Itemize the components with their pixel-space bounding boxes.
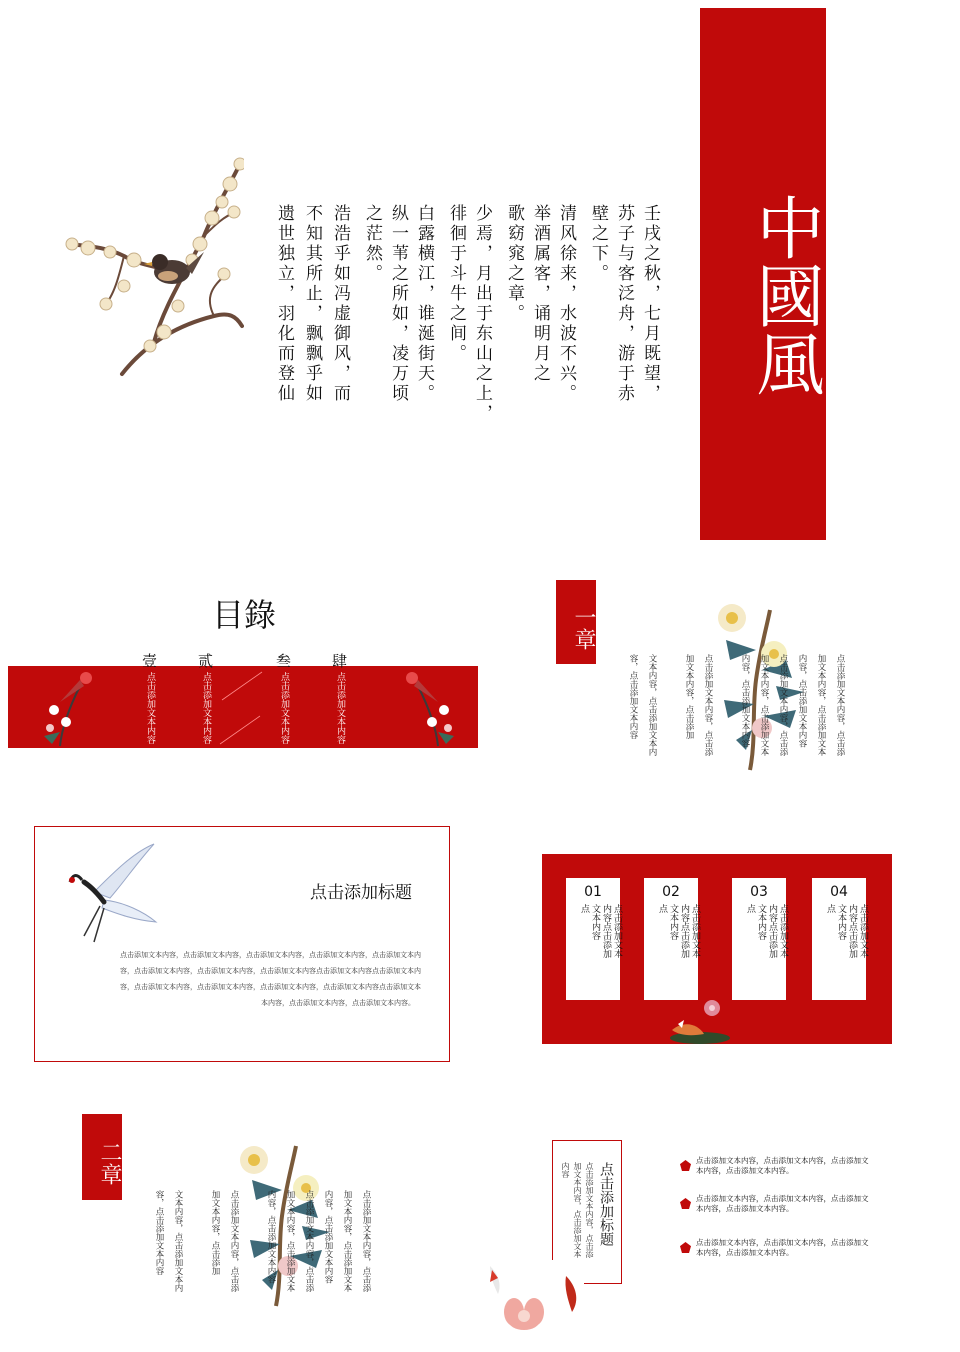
chapter-two-text: 加文本内容，点击添加文本 [342,1190,352,1292]
chapter-two-tag: 二章 [82,1114,122,1200]
bullet-text: 点击添加文本内容，点击添加文本内容，点击添加文 [696,1194,869,1203]
bullet-icon [680,1160,691,1171]
bullet-text: 本内容，点击添加文本内容。 [696,1204,794,1213]
chapter-one-tag: 一章 [556,580,596,664]
poem-line: 之茫然。 [362,204,382,284]
card-number: 01 [584,884,602,900]
slide4-title[interactable]: 点击添加标题 [310,883,412,903]
poem-line: 白露横江，谁涎街天。 [414,204,434,404]
content-card[interactable] [644,878,698,1000]
toc-title: 目錄 [212,596,277,634]
chapter-two-text: 文本内容，点击添加文本内 [173,1190,183,1292]
card-number: 03 [750,884,768,900]
poem-line: 徘徊于斗牛之间。 [446,204,466,364]
bullet-icon [680,1242,691,1253]
bullet-item [696,1194,869,1214]
chapter-one-text: 加文本内容，点击添加 [684,654,694,739]
chapter-two-text: 点击添加文本内容，点击添 [229,1190,239,1292]
poem-line: 浩浩乎如冯虚御风，而 [330,204,350,404]
toc-item-text[interactable]: 点击添加文本内容 [335,672,345,744]
bullet-text: 点击添加文本内容，点击添加文本内容，点击添加文 [696,1238,869,1247]
card-text: 点击添加文本 内容点击添加 文本内容 点 [745,904,788,958]
toc-number: 叁 [276,652,294,670]
chapter-two-text: 容，点击添加文本内容 [154,1190,164,1275]
chapter-two-text: 点击添加文本内容，点击添 [304,1190,314,1292]
poem-line: 壬戌之秋，七月既望， [640,204,660,404]
chapter-two-text: 内容，点击添加文本内容 [266,1190,276,1284]
content-card[interactable] [566,878,620,1000]
toc-number: 壹 [142,652,160,670]
cover-title-banner [700,8,826,540]
poem-line: 清风徐来，水波不兴。 [556,204,576,404]
poem-line: 歌窈窕之章。 [504,204,524,324]
chapter-one-text: 点击添加文本内容，点击添 [703,654,713,756]
slide7-box-text: 加文本内容，点击添加文本 [573,1162,582,1258]
bullet-item [696,1238,869,1258]
chapter-one-text: 点击添加文本内容，点击添 [778,654,788,756]
crane-bird-left-icon [40,666,102,748]
poem-line: 纵一苇之所如，凌万顷 [388,204,408,404]
poem-line: 不知其所止，飘飘乎如 [302,204,322,404]
card-text: 点击添加文本 内容点击添加 文本内容 点 [825,904,868,958]
card-number: 04 [830,884,848,900]
toc-divider-lines [216,670,276,746]
toc-item-text[interactable]: 点击添加文本内容 [201,672,211,744]
slide7-title[interactable]: 点击添加标题 [598,1162,614,1246]
chapter-one-text: 内容，点击添加文本内容 [797,654,807,748]
plum-blossom-bird-illustration [64,156,244,380]
chapter-two-text: 点击添加文本内容，点击添 [361,1190,371,1292]
toc-number: 肆 [332,652,350,670]
koi-lotus-illustration [484,1260,584,1344]
chapter-one-text: 点击添加文本内容，点击添 [835,654,845,756]
slide4-text-line: 点击添加文本内容，点击添加文本内容，点击添加文本内容，点击添加文本内容，点击添加文本内 [120,951,421,959]
slide4-text-line: 本内容，点击添加文本内容，点击添加文本内容。 [261,999,415,1007]
chapter-two-text: 内容，点击添加文本内容 [323,1190,333,1284]
content-card[interactable] [812,878,866,1000]
crane-bird-right-icon [396,666,458,748]
slide4-text-line: 容，点击添加文本内容，点击添加文本内容，点击添加文本内容，点击添加文本内容点击添加文本 [120,983,421,991]
cover-title: 中國風 [745,193,824,397]
lotus-fish-illustration [664,994,736,1044]
toc-number: 贰 [198,652,216,670]
bullet-text: 本内容，点击添加文本内容。 [696,1166,794,1175]
poem-line: 遗世独立，羽化而登仙 [274,204,294,404]
flying-crane-illustration [64,842,158,948]
bullet-text: 本内容，点击添加文本内容。 [696,1248,794,1257]
poem-line: 少焉，月出于东山之上， [472,204,492,424]
slide7-box-text: 内容 [561,1162,570,1178]
poem-line: 壁之下。 [588,204,608,284]
bullet-text: 点击添加文本内容，点击添加文本内容，点击添加文 [696,1156,869,1165]
chapter-one-text: 加文本内容，点击添加文本 [816,654,826,756]
card-text: 点击添加文本 内容点击添加 文本内容 点 [579,904,622,958]
card-text: 点击添加文本 内容点击添加 文本内容 点 [657,904,700,958]
bullet-item [696,1156,869,1176]
poem-line: 举酒属客，诵明月之 [530,204,550,384]
card-number: 02 [662,884,680,900]
toc-item-text[interactable]: 点击添加文本内容 [145,672,155,744]
slide4-text-line: 容，点击添加文本内容，点击添加文本内容，点击添加文本内容点击添加文本内容点击添加文本内 [120,967,421,975]
chapter-one-text: 内容，点击添加文本内容 [740,654,750,748]
chapter-one-text: 文本内容，点击添加文本内 [647,654,657,756]
content-card[interactable] [732,878,786,1000]
chapter-one-text: 加文本内容，点击添加文本 [759,654,769,756]
chapter-two-text: 加文本内容，点击添加 [210,1190,220,1275]
poem-line: 苏子与客泛舟，游于赤 [614,204,634,404]
toc-item-text[interactable]: 点击添加文本内容 [279,672,289,744]
bullet-icon [680,1198,691,1209]
chapter-two-text: 加文本内容，点击添加文本 [285,1190,295,1292]
slide7-box-text: 点击添加文本内容，点击添 [585,1162,594,1258]
chapter-one-text: 容，点击添加文本内容 [628,654,638,739]
